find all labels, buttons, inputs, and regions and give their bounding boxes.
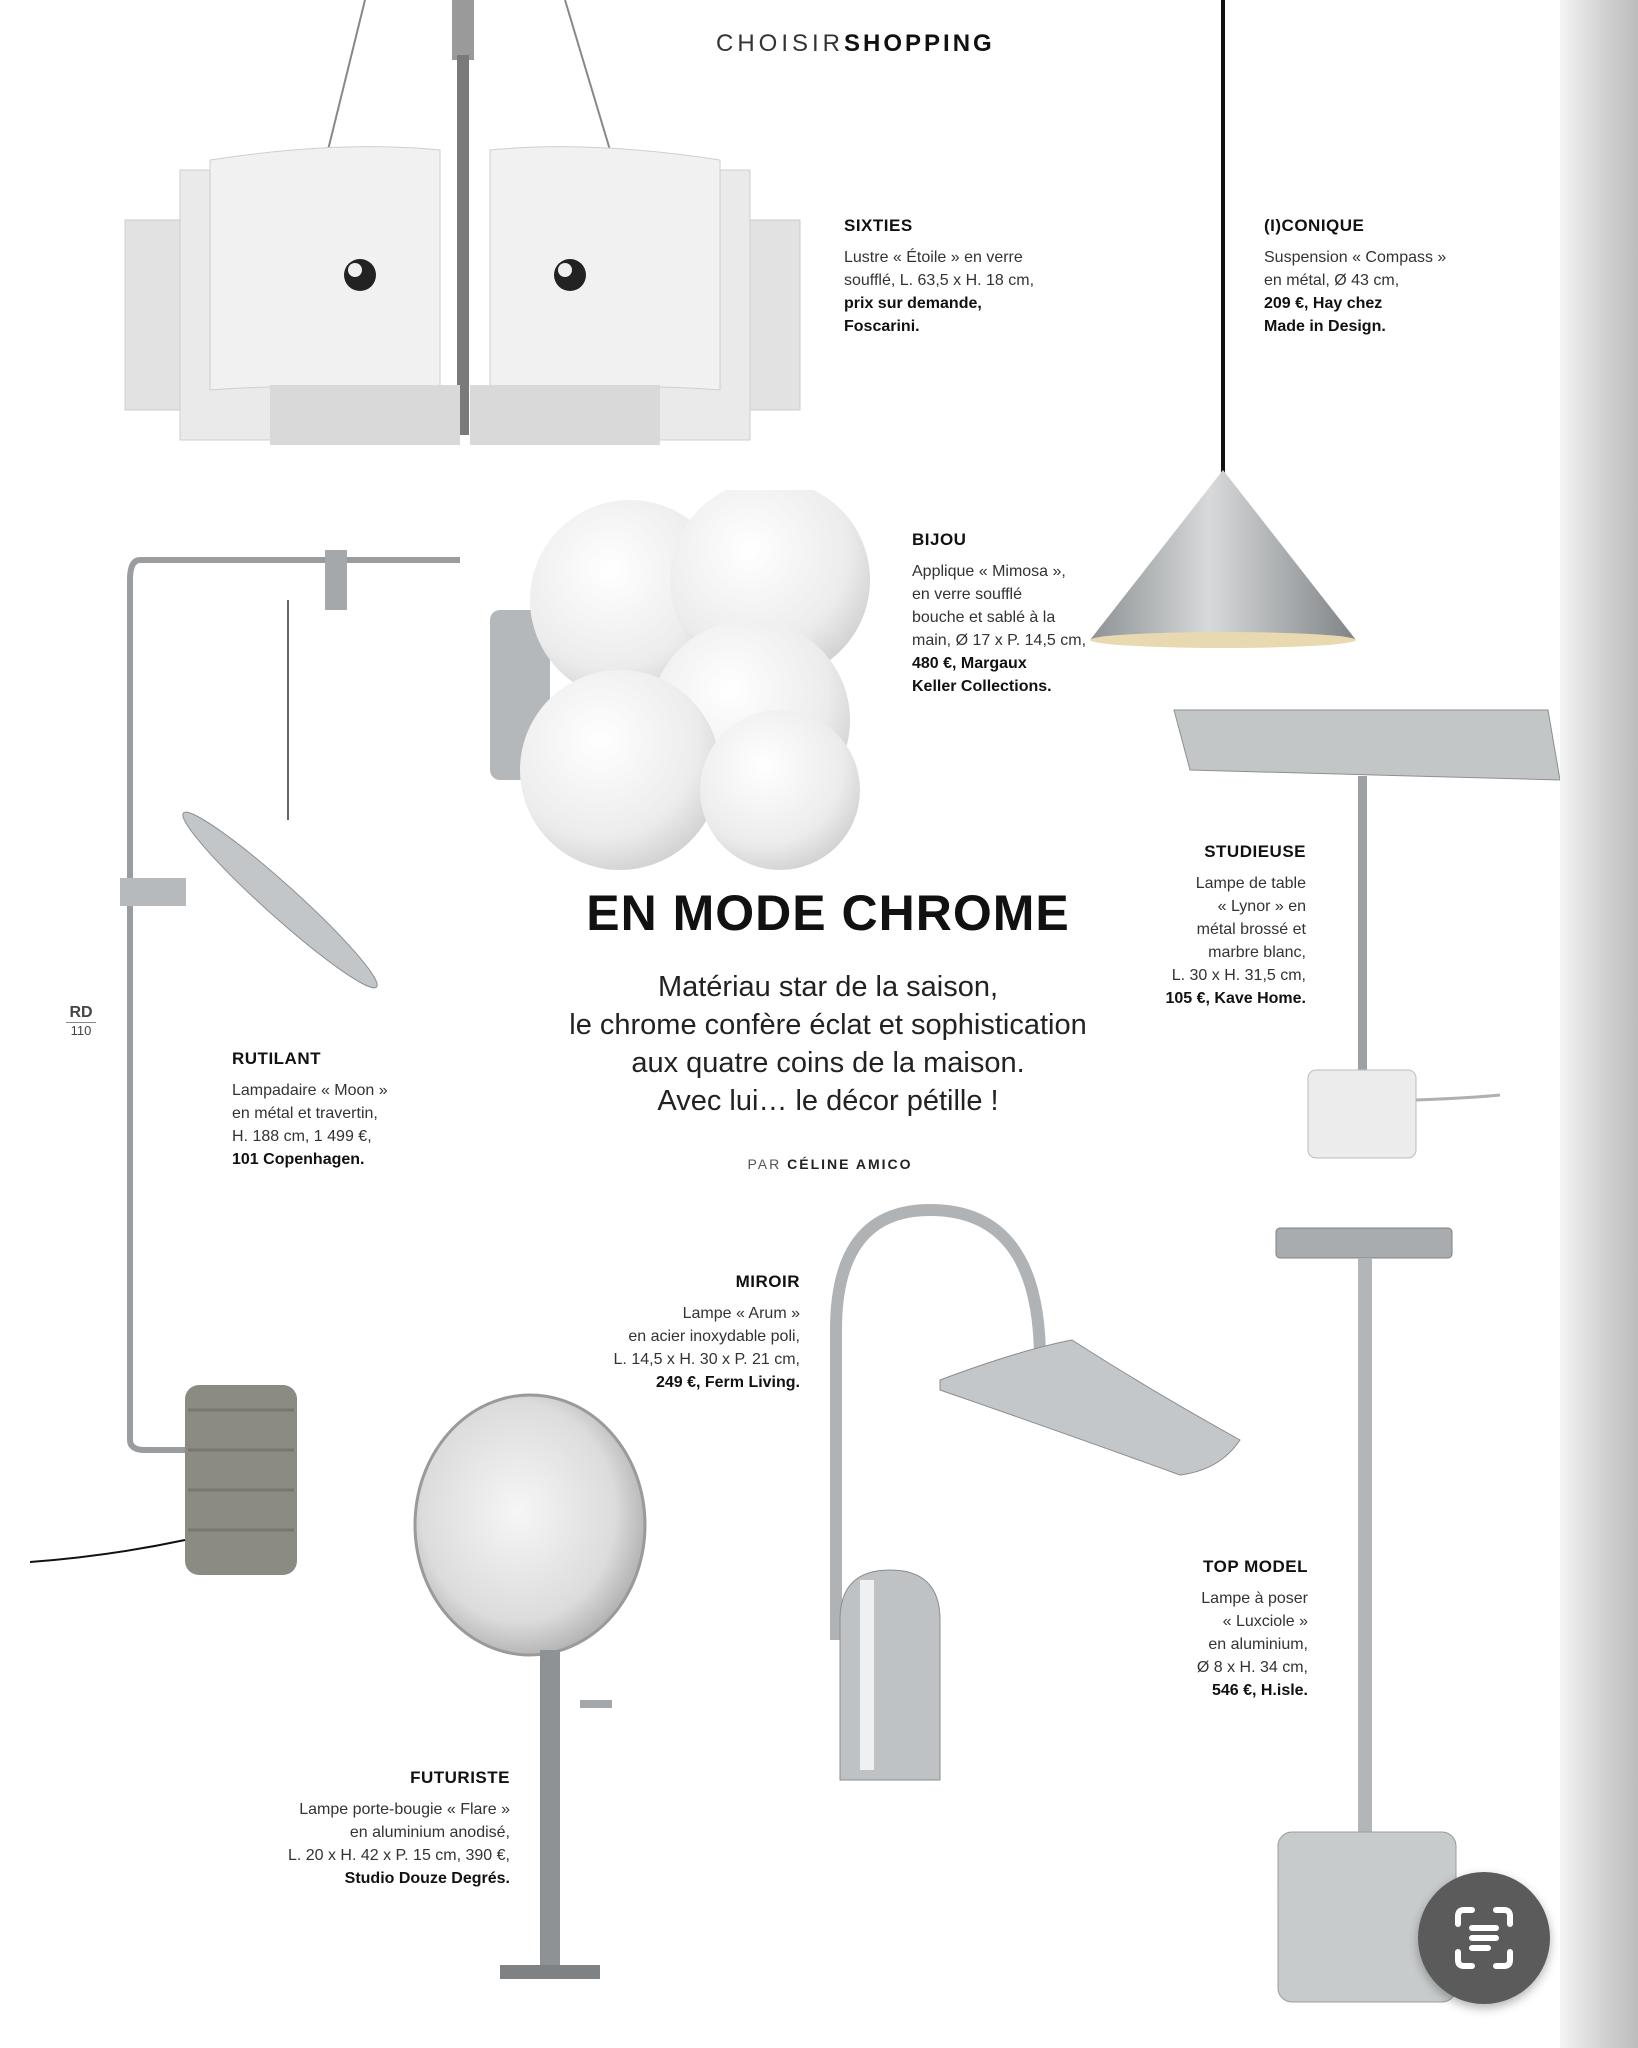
caption-iconique — [1264, 214, 1484, 338]
caption-text: Suspension « Compass » — [1264, 249, 1447, 266]
caption-text: Ø 8 x H. 34 cm, — [1196, 1659, 1308, 1676]
caption-brand: Made in Design. — [1264, 318, 1386, 335]
caption-brand: Studio Douze Degrés. — [344, 1870, 510, 1887]
caption-title: TOP MODEL — [1203, 1557, 1308, 1576]
caption-text: bouche et sablé à la — [912, 609, 1056, 626]
page-edge-shadow — [1560, 0, 1638, 2048]
page-number: 110 — [70, 1023, 92, 1038]
caption-text: Lustre « Étoile » en verre — [844, 249, 1023, 266]
caption-text: L. 30 x H. 31,5 cm, — [1171, 967, 1306, 984]
byline-prefix: PAR — [747, 1156, 782, 1172]
caption-title: STUDIEUSE — [1204, 842, 1306, 861]
caption-topmodel — [1100, 1555, 1308, 1702]
header-rubric: SHOPPING — [844, 30, 995, 57]
caption-text: en aluminium anodisé, — [349, 1824, 510, 1841]
caption-futuriste — [200, 1766, 510, 1890]
caption-title: (I)CONIQUE — [1264, 216, 1365, 235]
byline-author: CÉLINE AMICO — [787, 1156, 913, 1172]
caption-text: soufflé, L. 63,5 x H. 18 cm, — [844, 272, 1035, 289]
caption-text: en aluminium, — [1208, 1636, 1308, 1653]
caption-text: en métal, Ø 43 cm, — [1264, 272, 1400, 289]
text-scan-icon — [1418, 1872, 1550, 2004]
caption-title: FUTURISTE — [410, 1768, 510, 1787]
arum-lamp-image — [820, 1200, 1260, 1810]
caption-text: « Lynor » en — [1217, 898, 1306, 915]
page-folio — [66, 1004, 96, 1038]
lede-line: le chrome confère éclat et sophistication — [569, 1009, 1087, 1041]
caption-price: 209 €, Hay chez — [1264, 295, 1383, 312]
caption-text: main, Ø 17 x P. 14,5 cm, — [912, 632, 1087, 649]
caption-title: RUTILANT — [232, 1049, 321, 1068]
caption-text: métal brossé et — [1196, 921, 1306, 938]
lede-line: Avec lui… le décor pétille ! — [657, 1085, 999, 1117]
caption-text: Lampadaire « Moon » — [232, 1082, 388, 1099]
caption-price: prix sur demande, — [844, 295, 982, 312]
caption-miroir — [560, 1270, 800, 1394]
article-title: EN MODE CHROME — [586, 885, 1070, 941]
caption-brand: Foscarini. — [844, 318, 920, 335]
caption-text: en verre soufflé — [912, 586, 1022, 603]
candle-lamp-image — [400, 1390, 680, 1990]
caption-title: SIXTIES — [844, 216, 913, 235]
caption-price: 480 €, Margaux — [912, 655, 1027, 672]
caption-text: L. 14,5 x H. 30 x P. 21 cm, — [613, 1351, 800, 1368]
caption-text: Lampe « Arum » — [682, 1305, 800, 1322]
lede-line: Matériau star de la saison, — [657, 971, 999, 1003]
article-lede — [520, 968, 1136, 1120]
caption-text: en métal et travertin, — [232, 1105, 378, 1122]
caption-brand: 101 Copenhagen. — [232, 1151, 365, 1168]
caption-sixties — [844, 214, 1084, 338]
caption-text: Lampe de table — [1195, 875, 1306, 892]
caption-brand: Keller Collections. — [912, 678, 1052, 695]
caption-text: marbre blanc, — [1208, 944, 1306, 961]
byline — [700, 1156, 960, 1172]
caption-text: L. 20 x H. 42 x P. 15 cm, 390 €, — [287, 1847, 510, 1864]
caption-text: « Luxciole » — [1222, 1613, 1308, 1630]
magazine-logo: RD — [66, 1004, 96, 1023]
caption-title: BIJOU — [912, 530, 967, 549]
caption-bijou — [912, 528, 1112, 698]
text-scan-button[interactable] — [1418, 1872, 1550, 2004]
caption-rutilant — [232, 1047, 452, 1171]
caption-price-brand: 105 €, Kave Home. — [1165, 990, 1306, 1007]
caption-text: H. 188 cm, 1 499 €, — [232, 1128, 372, 1145]
caption-text: en acier inoxydable poli, — [628, 1328, 800, 1345]
caption-price-brand: 249 €, Ferm Living. — [655, 1374, 800, 1391]
header-section: CHOISIR — [716, 30, 845, 57]
caption-price-brand: 546 €, H.isle. — [1211, 1682, 1308, 1699]
sconce-image — [480, 490, 900, 890]
caption-text: Lampe porte-bougie « Flare » — [299, 1801, 510, 1818]
chandelier-image — [110, 0, 830, 460]
caption-text: Lampe à poser — [1201, 1590, 1308, 1607]
caption-text: Applique « Mimosa », — [912, 563, 1066, 580]
lede-line: aux quatre coins de la maison. — [631, 1047, 1025, 1079]
caption-title: MIROIR — [735, 1272, 800, 1291]
